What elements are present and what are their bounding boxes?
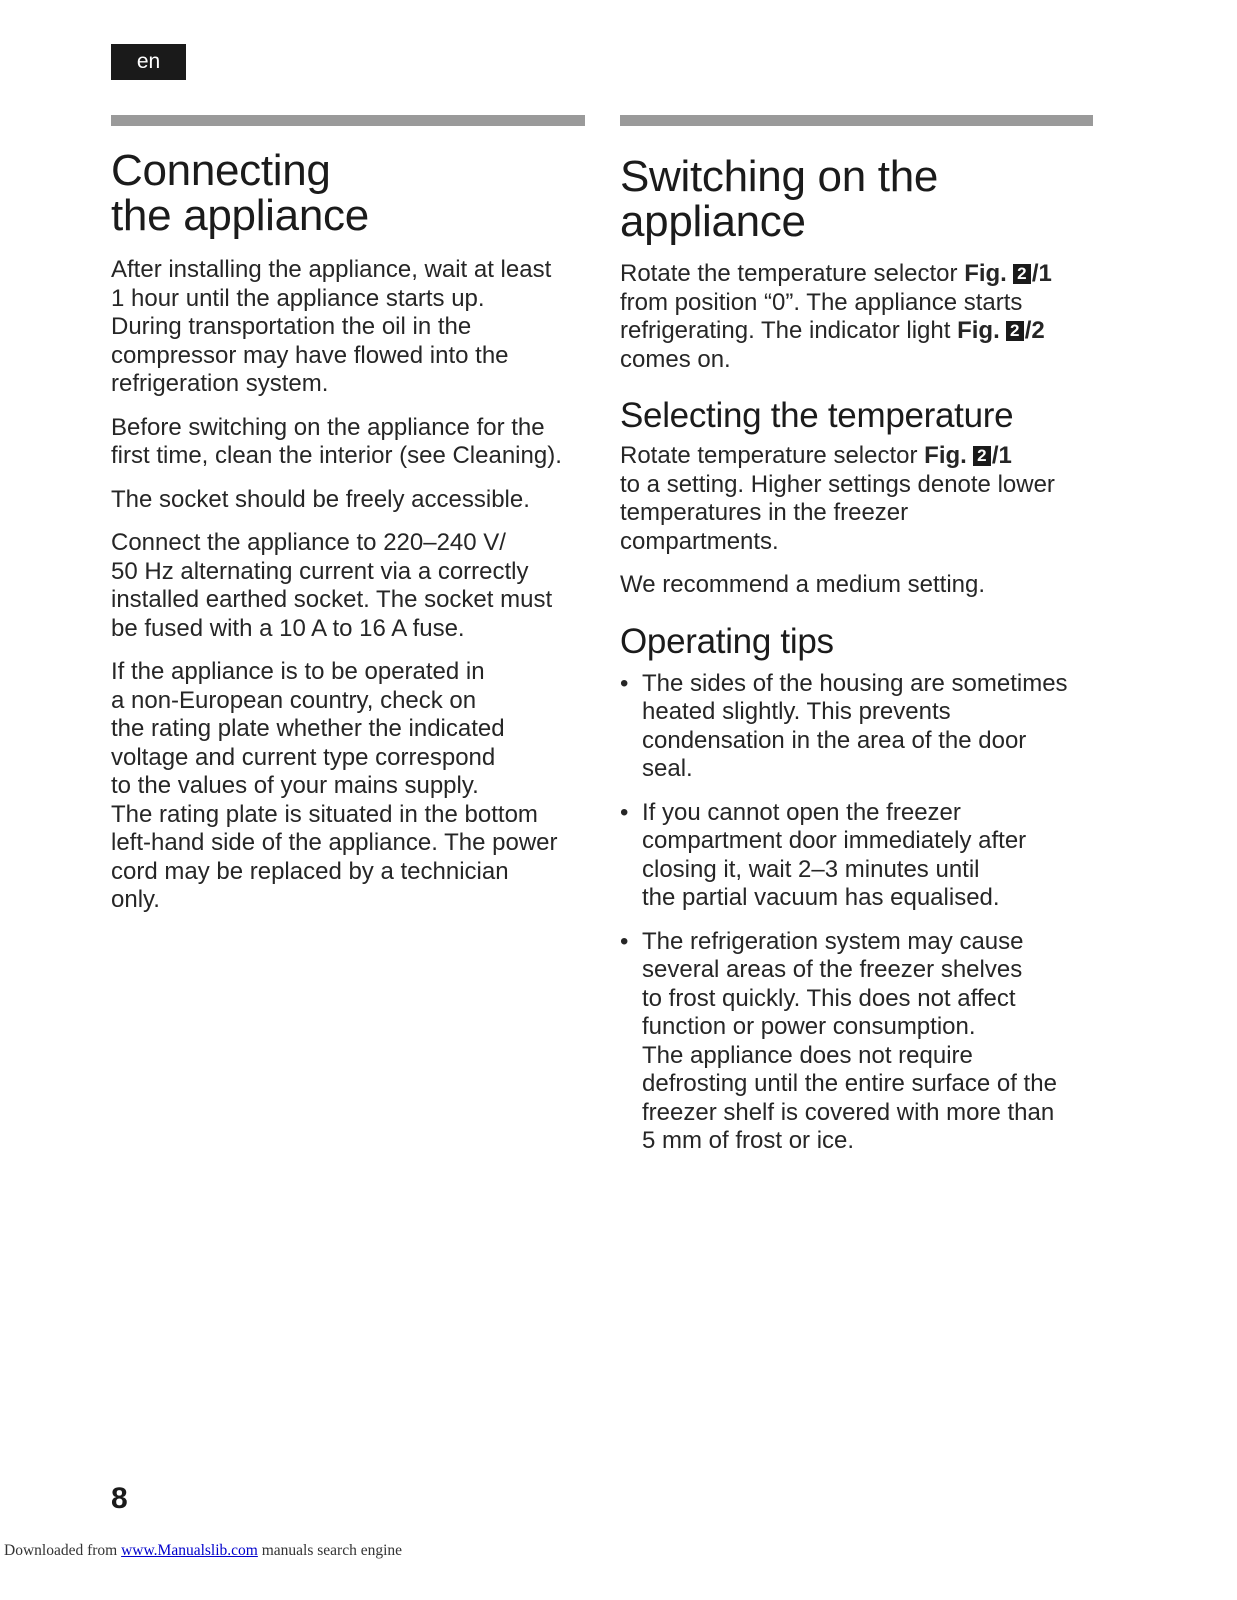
- title-line: appliance: [620, 197, 806, 246]
- text-line: defrosting until the entire surface of the: [642, 1070, 1057, 1097]
- figure-item-ref: /2: [1024, 317, 1045, 344]
- text-line: several areas of the freezer shelves: [642, 956, 1023, 983]
- text-line: [620, 260, 1093, 289]
- language-tab: en: [111, 44, 186, 80]
- paragraph-temperature: [620, 442, 1093, 556]
- footer-prefix: Downloaded from: [4, 1542, 122, 1559]
- figure-number-badge: 2: [973, 446, 991, 466]
- bullet-icon: •: [620, 669, 629, 697]
- title-line: Connecting: [111, 146, 331, 195]
- list-item: [620, 670, 1093, 784]
- text-line: condensation in the area of the door: [642, 726, 1027, 754]
- text-line: [620, 317, 1093, 346]
- figure-item-ref: /1: [991, 442, 1012, 469]
- text-line: be fused with a 10 A to 16 A fuse.: [111, 614, 465, 642]
- text-line: to a setting. Higher settings denote lower: [620, 470, 1055, 498]
- title-line: the appliance: [111, 191, 369, 240]
- text-line: compressor may have flowed into the: [111, 341, 509, 369]
- text-line: compartments.: [620, 527, 779, 555]
- text-line: The rating plate is situated in the bottom: [111, 800, 538, 828]
- text-line: the rating plate whether the indicated: [111, 715, 505, 742]
- switching-on-title: [620, 154, 1093, 244]
- figure-label: Fig.: [924, 442, 967, 469]
- text-segment: Rotate temperature selector: [620, 442, 925, 469]
- text-line: The socket should be freely accessible.: [111, 485, 530, 513]
- bullet-icon: •: [620, 927, 629, 955]
- section-rule: [111, 115, 585, 126]
- manualslib-link[interactable]: www.Manualslib.com: [121, 1542, 258, 1559]
- text-line: If you cannot open the freezer: [642, 798, 961, 826]
- text-line: comes on.: [620, 345, 731, 373]
- text-line: the partial vacuum has equalised.: [642, 884, 1000, 911]
- switching-on-section: [620, 115, 1093, 1156]
- figure-number-badge: 2: [1013, 264, 1031, 284]
- text-line: freezer shelf is covered with more than: [642, 1098, 1055, 1126]
- text-line: left-hand side of the appliance. The power: [111, 829, 558, 856]
- page-number: 8: [111, 1482, 128, 1515]
- paragraph-rating-plate: [111, 658, 585, 915]
- text-line: 5 mm of frost or ice.: [642, 1127, 855, 1154]
- paragraph-power-supply: [111, 529, 585, 643]
- text-line: voltage and current type correspond: [111, 743, 496, 771]
- text-line: The sides of the housing are sometimes: [642, 669, 1068, 697]
- paragraph-socket-access: [111, 486, 585, 515]
- title-line: Switching on the: [620, 152, 939, 201]
- paragraph-install-wait: [111, 256, 585, 399]
- selecting-temperature-heading: Selecting the temperature: [620, 396, 1014, 435]
- operating-tips-heading: Operating tips: [620, 621, 834, 661]
- operating-tips-list: [620, 670, 1093, 1156]
- figure-item-ref: /1: [1031, 260, 1052, 287]
- text-line: closing it, wait 2–3 minutes until: [642, 855, 980, 883]
- text-line: to the values of your mains supply.: [111, 772, 479, 799]
- text-line: compartment door immediately after: [642, 827, 1027, 854]
- text-line: refrigeration system.: [111, 370, 329, 397]
- text-line: 1 hour until the appliance starts up.: [111, 284, 485, 312]
- text-line: During transportation the oil in the: [111, 313, 472, 340]
- text-line: 50 Hz alternating current via a correctly: [111, 557, 529, 585]
- text-line: seal.: [642, 755, 693, 782]
- text-line: first time, clean the interior (see Cleaning).: [111, 442, 562, 469]
- text-line: temperatures in the freezer: [620, 499, 909, 526]
- connecting-title: [111, 148, 585, 238]
- text-line: The refrigeration system may cause: [642, 927, 1024, 955]
- text-line: The appliance does not require: [642, 1041, 973, 1069]
- text-segment: refrigerating. The indicator light: [620, 317, 958, 344]
- list-item: [620, 799, 1093, 913]
- figure-label: Fig.: [964, 260, 1007, 287]
- paragraph-switching-on: [620, 260, 1093, 374]
- text-segment: Rotate the temperature selector: [620, 260, 965, 287]
- list-item: [620, 928, 1093, 1156]
- text-line: If the appliance is to be operated in: [111, 658, 485, 685]
- paragraph-recommendation: [620, 571, 1093, 600]
- download-footer: [4, 1542, 402, 1560]
- text-line: installed earthed socket. The socket must: [111, 586, 553, 613]
- figure-label: Fig.: [957, 317, 1000, 344]
- text-line: a non-European country, check on: [111, 686, 477, 714]
- connecting-section: [111, 115, 585, 915]
- text-line: function or power consumption.: [642, 1013, 976, 1040]
- paragraph-clean-interior: [111, 414, 585, 471]
- text-line: Connect the appliance to 220–240 V/: [111, 529, 506, 556]
- section-rule: [620, 115, 1093, 126]
- text-line: only.: [111, 886, 160, 913]
- text-line: from position “0”. The appliance starts: [620, 288, 1023, 316]
- text-line: cord may be replaced by a technician: [111, 857, 509, 885]
- text-line: We recommend a medium setting.: [620, 571, 986, 598]
- bullet-icon: •: [620, 798, 629, 826]
- text-line: heated slightly. This prevents: [642, 698, 951, 725]
- text-line: to frost quickly. This does not affect: [642, 984, 1016, 1012]
- footer-suffix: manuals search engine: [257, 1542, 403, 1559]
- figure-number-badge: 2: [1006, 321, 1024, 341]
- text-line: [620, 442, 1093, 471]
- text-line: After installing the appliance, wait at least: [111, 256, 552, 283]
- text-line: Before switching on the appliance for the: [111, 413, 545, 441]
